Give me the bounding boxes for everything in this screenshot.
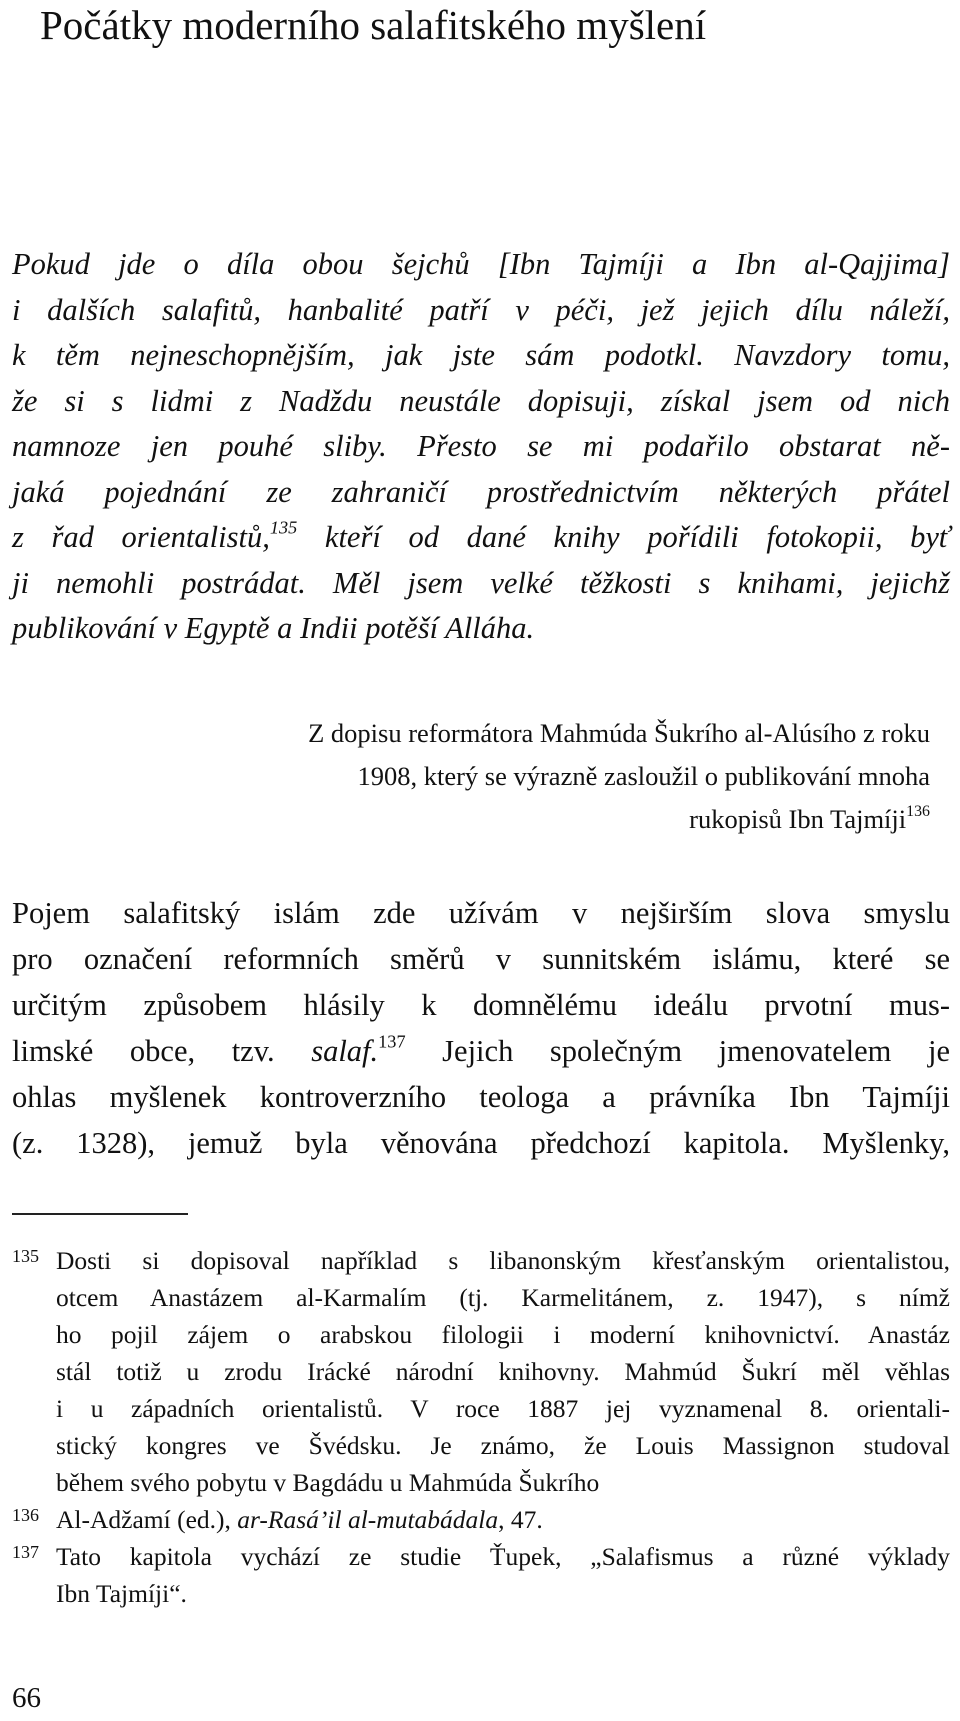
quote-line: že si s lidmi z Nadždu neustále dopisuji, získal jsem od nich <box>12 383 950 418</box>
quote-line: ji nemohli postrádat. Měl jsem velké těžkosti s knihami, jejichž <box>12 565 950 600</box>
quote-line: Pokud jde o díla obou šejchů [Ibn Tajmíji a Ibn al-Qajjima] <box>12 247 950 281</box>
footnotes <box>12 1242 950 1612</box>
body-paragraph <box>12 890 950 1166</box>
footnote-line: stál totiž u zrodu Irácké národní knihovny. Mahmúd Šukrí měl věhlas <box>56 1357 950 1386</box>
term-salaf: salaf. <box>311 1034 379 1068</box>
body-line: Pojem salafitský islám zde užívám v nejširším slova smyslu <box>12 896 950 930</box>
footnote-137 <box>12 1538 950 1612</box>
footnote-line: Dosti si dopisoval například s libanonským křesťanským orientalistou, <box>56 1246 950 1275</box>
footnote-line: stický kongres ve Švédsku. Je známo, že Louis Massignon studoval <box>56 1431 950 1460</box>
running-head: Počátky moderního salafitského myšlení <box>40 2 707 48</box>
attribution-line: 1908, který se výrazně zasloužil o publikování mnoha <box>357 761 930 791</box>
quote-text: kteří od dané knihy pořídili fotokopii, byť <box>324 520 951 554</box>
footnote-text: Al-Adžamí (ed.), <box>56 1505 238 1534</box>
epigraph-quote <box>12 242 950 652</box>
footnote-ref-135[interactable]: 135 <box>269 517 298 538</box>
quote-line: publikování v Egyptě a Indii potěší Alláha. <box>12 611 535 645</box>
quote-line <box>12 515 950 561</box>
attribution-line <box>100 798 930 841</box>
body-line: pro označení reformních směrů v sunnitském islámu, které se <box>12 942 950 976</box>
body-line: ohlas myšlenek kontroverzního teologa a právníka Ibn Tajmíji <box>12 1080 950 1114</box>
footnote-line <box>56 1501 950 1538</box>
footnote-ref-136[interactable]: 136 <box>906 803 930 821</box>
attribution-line: Z dopisu reformátora Mahmúda Šukrího al-Alúsího z roku <box>308 718 930 748</box>
quote-line: namnoze jen pouhé sliby. Přesto se mi podařilo obstarat ně- <box>12 429 950 463</box>
body-line: určitým způsobem hlásily k domnělému ideálu prvotní mus- <box>12 988 950 1022</box>
body-line: (z. 1328), jemuž byla věnována předchozí kapitola. Myšlenky, <box>12 1126 950 1160</box>
footnote-line: otcem Anastázem al-Karmalím (tj. Karmelitánem, z. 1947), s nímž <box>56 1283 950 1312</box>
body-line <box>12 1028 950 1074</box>
body-text: Jejich společným jmenovatelem je <box>442 1034 950 1068</box>
footnote-number: 136 <box>12 1505 39 1525</box>
quote-attribution <box>100 712 930 841</box>
footnote-text: , 47. <box>498 1505 543 1534</box>
footnote-ref-137[interactable]: 137 <box>378 1031 406 1052</box>
footnote-line: ho pojil zájem o arabskou filologii i moderní knihovnictví. Anastáz <box>56 1320 950 1349</box>
footnote-number: 137 <box>12 1542 39 1562</box>
quote-text: z řad orientalistů, <box>12 520 270 554</box>
footnote-separator <box>12 1213 188 1215</box>
footnote-line: Ibn Tajmíji“. <box>56 1579 187 1608</box>
quote-line: jaká pojednání ze zahraničí prostřednictvím některých přátel <box>12 474 950 509</box>
footnote-line: i u západních orientalistů. V roce 1887 jej vyznamenal 8. orientali- <box>56 1394 950 1423</box>
footnote-title: ar-Rasá’il al-mutabádala <box>237 1505 499 1534</box>
footnote-135 <box>12 1242 950 1501</box>
footnote-line: Tato kapitola vychází ze studie Ťupek, „Salafismus a různé výklady <box>56 1542 950 1571</box>
footnote-line: během svého pobytu v Bagdádu u Mahmúda Šukrího <box>56 1468 600 1497</box>
body-text: limské obce, tzv. <box>12 1034 275 1068</box>
attribution-text: rukopisů Ibn Tajmíji <box>689 804 907 834</box>
footnote-number: 135 <box>12 1246 39 1266</box>
footnote-136 <box>12 1501 950 1538</box>
quote-line: i dalších salafitů, hanbalité patří v péči, jež jejich dílu náleží, <box>12 292 950 327</box>
quote-line: k těm nejneschopnějším, jak jste sám podotkl. Navzdory tomu, <box>12 338 950 372</box>
page-number: 66 <box>12 1682 41 1714</box>
